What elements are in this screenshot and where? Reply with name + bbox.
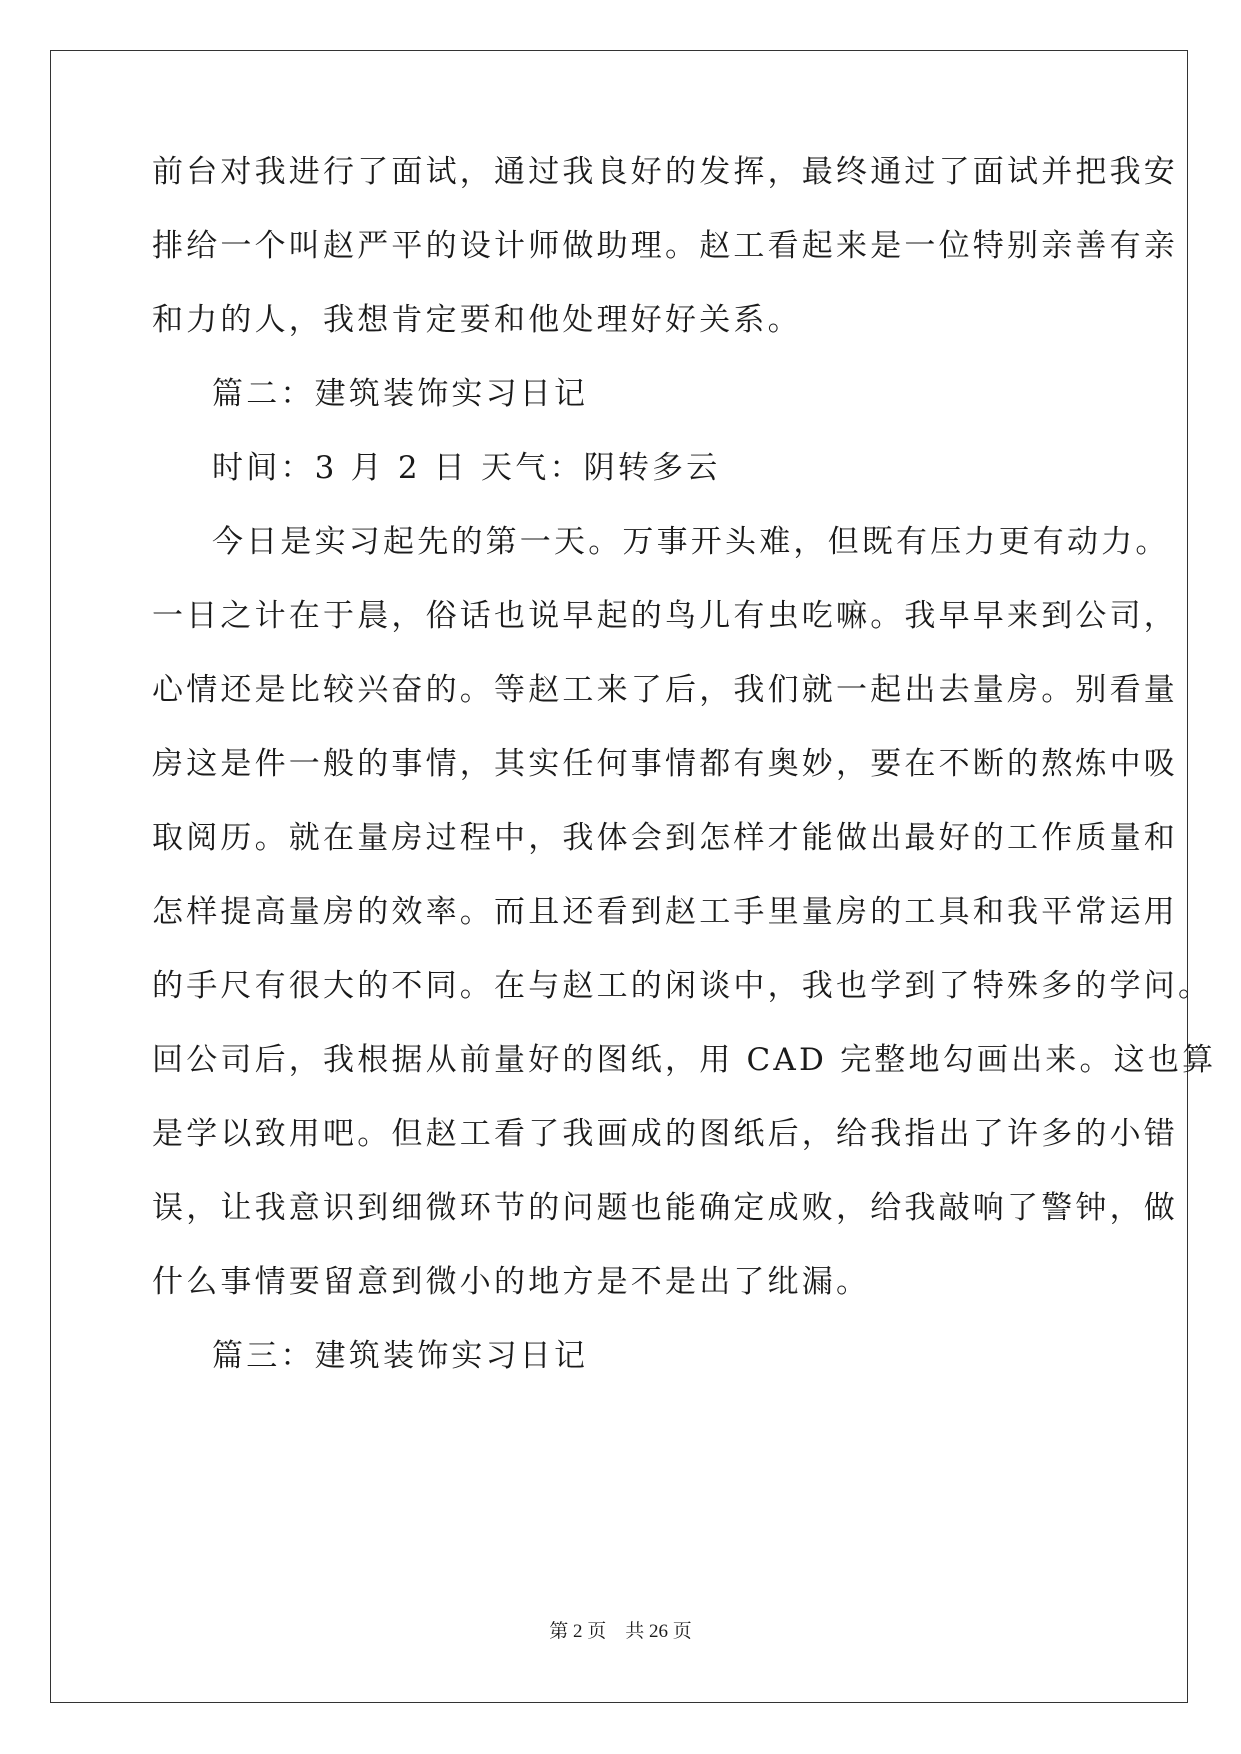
paragraph-line: 心情还是比较兴奋的。等赵工来了后，我们就一起出去量房。别看量: [152, 672, 1178, 708]
paragraph-line: 排给一个叫赵严平的设计师做助理。赵工看起来是一位特别亲善有亲: [152, 228, 1178, 264]
page-number-footer: 第 2 页 共 26 页: [549, 1621, 692, 1642]
paragraph-line: 怎样提高量房的效率。而且还看到赵工手里量房的工具和我平常运用: [152, 894, 1178, 930]
paragraph-line: 取阅历。就在量房过程中，我体会到怎样才能做出最好的工作质量和: [152, 820, 1178, 856]
paragraph-line: 前台对我进行了面试，通过我良好的发挥，最终通过了面试并把我安: [152, 154, 1178, 190]
paragraph-line: 是学以致用吧。但赵工看了我画成的图纸后，给我指出了许多的小错: [152, 1116, 1178, 1152]
section-heading: 篇二：建筑装饰实习日记: [212, 376, 589, 412]
date-weather-line: 时间：3 月 2 日 天气：阴转多云: [212, 450, 721, 486]
section-heading: 篇三：建筑装饰实习日记: [212, 1338, 589, 1374]
paragraph-line: 房这是件一般的事情，其实任何事情都有奥妙，要在不断的熬炼中吸: [152, 746, 1178, 782]
paragraph-line: 的手尺有很大的不同。在与赵工的闲谈中，我也学到了特殊多的学问。: [152, 968, 1213, 1004]
paragraph-line: 一日之计在于晨，俗话也说早起的鸟儿有虫吃嘛。我早早来到公司，: [152, 598, 1178, 634]
paragraph-line: 今日是实习起先的第一天。万事开头难，但既有压力更有动力。: [212, 524, 1170, 560]
paragraph-line: 和力的人，我想肯定要和他处理好好关系。: [152, 302, 802, 338]
paragraph-line: 什么事情要留意到微小的地方是不是出了纰漏。: [152, 1264, 871, 1300]
paragraph-line: 回公司后，我根据从前量好的图纸，用 CAD 完整地勾画出来。这也算: [152, 1042, 1217, 1078]
page-frame: [50, 50, 1188, 1703]
paragraph-line: 误，让我意识到细微环节的问题也能确定成败，给我敲响了警钟，做: [152, 1190, 1178, 1226]
